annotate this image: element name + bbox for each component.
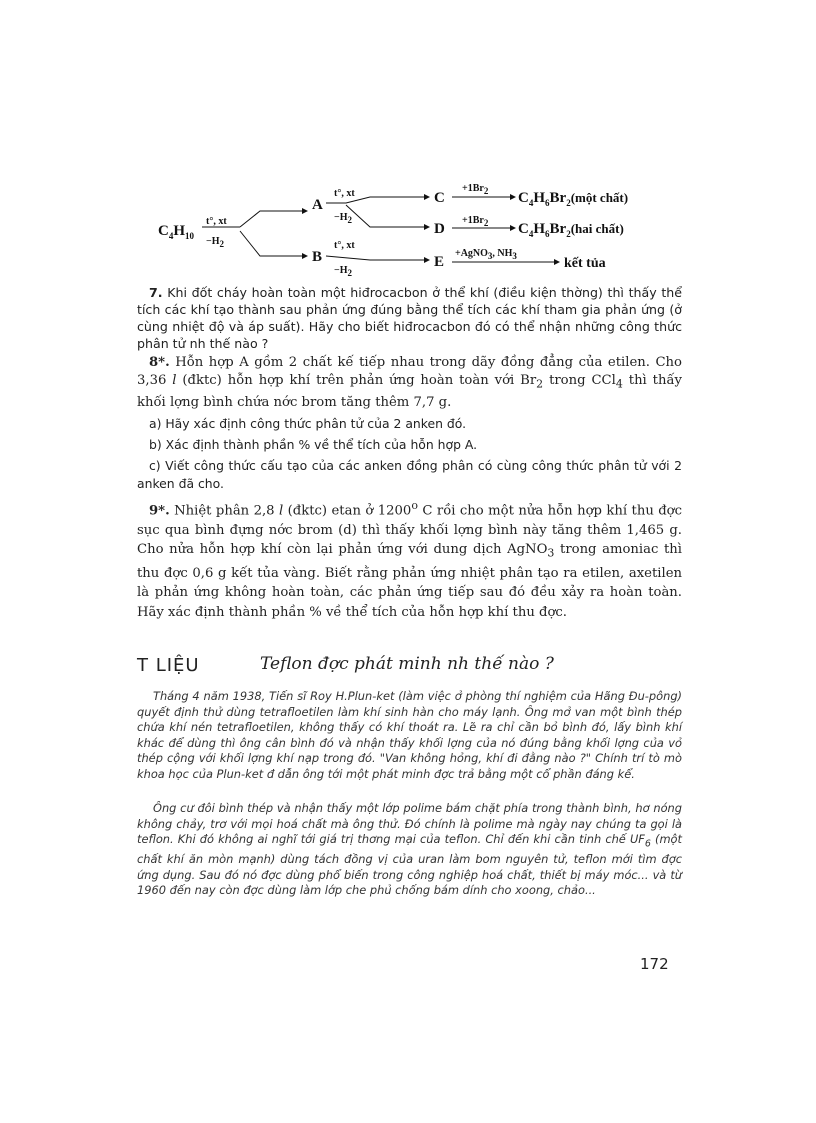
q8-text-b: (đktc) hỗn hợp khí trên phản ứng hoàn toàn với Br xyxy=(176,373,537,388)
condA-top: t°, xt xyxy=(334,188,355,199)
start-compound: $C_4H_{10}$ xyxy=(158,223,195,241)
q8-part-b: b) Xác định thành phần % về thể tích của hỗn hợp A. xyxy=(149,436,478,452)
arrow-D-head xyxy=(510,225,516,231)
q8-text-d: thì thấy khối lợng bình chứa nớc brom tăng thêm 7,7 g. xyxy=(137,373,683,410)
q9-sub: 3 xyxy=(547,547,555,561)
reading-title: Teflon đợc phát minh nh thế nào ? xyxy=(260,654,554,674)
q8-part-a: a) Hãy xác định công thức phân tử của 2 anken đó. xyxy=(149,415,467,431)
node-A: A xyxy=(312,197,323,213)
q8-sub1: 2 xyxy=(536,377,544,391)
reading-p2-sub: 6 xyxy=(644,838,651,850)
arrow-A-to-D-head xyxy=(424,224,430,230)
reading-paragraph-1 xyxy=(137,689,682,783)
q9-text-d: trong amoniac thì thu đợc 0,6 g kết tủa vàng. Biết rằng phản ứng nhiệt phân tạo ra etilen, axetilen là phản ứng không hoàn toàn, các phản ứng tiếp sau đó đều xảy ra hoàn toàn. Hãy xác định thành phần % về thể tích của hỗn hợp khí thu đợc. xyxy=(137,542,682,620)
node-E: E xyxy=(434,254,445,270)
arrow-A-to-C-head xyxy=(424,194,430,200)
reagent-D: +1Br2 xyxy=(462,215,489,228)
product-D: $C_4H_6Br_2(hai$ chất) xyxy=(518,221,624,239)
q8-number: 8*. xyxy=(149,355,170,370)
arrow-to-B-head xyxy=(302,253,308,259)
arrow-C-head xyxy=(510,194,516,200)
question-7 xyxy=(137,284,682,352)
node-B: B xyxy=(312,249,323,265)
q9-text-a: Nhiệt phân 2,8 xyxy=(169,503,280,519)
reading-label: T LIỆU xyxy=(137,655,200,676)
condA-bot: −H2 xyxy=(334,212,352,225)
arrow-B-to-E-head xyxy=(424,257,430,263)
reading-p1: Tháng 4 năm 1938, Tiến sĩ Roy H.Plun-ket (làm việc ở phòng thí nghiệm của Hãng Đu-pông) quyết định thử dùng tetrafloetilen làm khí sinh hàn cho máy lạnh. Ông mở van một bình thép chứa khí nén tetrafloetilen, không thấy có khí thoát ra. Lẽ ra chỉ cần bỏ bình đó, lấy bình khí khác để dùng thì ông cân bình đó và nhận thấy khối lợng của nó đúng bằng khối lợng của vỏ thép cộng với khối lợng khí nạp trong đó. "Van không hỏng, khí đi đằng nào ?" Chính trí tò mò khoa học của Plun-ket đ dẫn ông tới một phát minh đợc trả bằng một cổ phần đáng kể. xyxy=(137,689,682,781)
question-9 xyxy=(137,496,682,622)
cond1-bot: −H2 xyxy=(206,236,224,249)
reaction-diagram xyxy=(150,180,670,280)
arrow-B-to-E xyxy=(326,256,424,260)
arrow-A-to-D xyxy=(346,205,424,227)
reagent-E: +AgNO3, NH3 xyxy=(455,248,517,261)
q7-number: 7. xyxy=(149,285,163,300)
product-C: $C_4H_6Br_2(một$ chất) xyxy=(518,190,629,208)
q8-unit-l: l xyxy=(172,373,177,388)
reading-p2 xyxy=(137,801,682,899)
q7-text: Khi đốt cháy hoàn toàn một hiđrocacbon ở thể khí (điều kiện thờng) thì thấy thể tích các khí tạo thành sau phản ứng đúng bằng thể tích các khí tham gia phản ứng (ở cùng nhiệt độ và áp suất). Hãy cho biết hiđrocacbon đó có thể nhận những công thức phân tử nh thế nào ? xyxy=(137,285,682,351)
arrow-to-A-head xyxy=(302,208,308,214)
q8-text-c: trong CCl xyxy=(543,373,616,388)
product-E: kết tủa xyxy=(564,256,606,271)
q9-unit-l: l xyxy=(279,503,284,519)
arrow-to-B xyxy=(240,231,302,256)
reading-paragraph-2 xyxy=(137,801,682,899)
condB-bot: −H2 xyxy=(334,265,352,278)
q9-text-c: C rồi cho một nửa hỗn hợp khí thu đợc sục qua bình đựng nớc brom (d) thì thấy khối lợng bình này tăng thêm 1,465 g. Cho nửa hỗn hợp khí còn lại phản ứng với dung dịch AgNO xyxy=(137,503,683,558)
page-number: 172 xyxy=(640,955,669,973)
condB-top: t°, xt xyxy=(334,240,355,251)
q8-part-c: c) Viết công thức cấu tạo của các anken đồng phân có cùng công thức phân tử với 2 anken đã cho. xyxy=(137,457,682,491)
question-8 xyxy=(137,354,682,493)
node-D: D xyxy=(434,221,445,237)
arrow-to-A xyxy=(240,211,302,227)
q9-sup: o xyxy=(411,499,418,512)
reading-heading xyxy=(137,652,682,682)
reading-p2-a: Ông cư đôi bình thép và nhận thấy một lớp polime bám chặt phía trong thành bình, hơ nóng không chảy, trơ với mọi hoá chất mà ông thử. Đó chính là polime mà ngày nay chúng ta gọi là teflon. Khi đó không ai nghĩ tới giá trị thơng mại của teflon. Chỉ đến khi cần tinh chế UF xyxy=(137,801,682,847)
q8-sub2: 4 xyxy=(615,377,623,391)
reading-p2-b: (một chất khí ăn mòn mạnh) dùng tách đồng vị của uran làm bom nguyên tử, teflon mới tìm đợc ứng dụng. Sau đó nó đợc dùng phổ biến trong công nghiệp hoá chất, thiết bị máy móc... và từ 1960 đến nay còn đợc dùng làm lớp che phủ chống bám dính cho xoong, chảo... xyxy=(137,832,682,898)
cond1-top: t°, xt xyxy=(206,216,227,227)
q8-text-a: Hỗn hợp A gồm 2 chất kế tiếp nhau trong dãy đồng đẳng của etilen. Cho 3,36 xyxy=(137,355,682,388)
q9-number: 9*. xyxy=(149,503,170,519)
q9-text-b: (đktc) etan ở 1200 xyxy=(283,503,412,519)
arrow-E-head xyxy=(554,259,560,265)
reaction-scheme xyxy=(150,180,670,280)
reagent-C: +1Br2 xyxy=(462,183,489,196)
node-C: C xyxy=(434,190,445,206)
